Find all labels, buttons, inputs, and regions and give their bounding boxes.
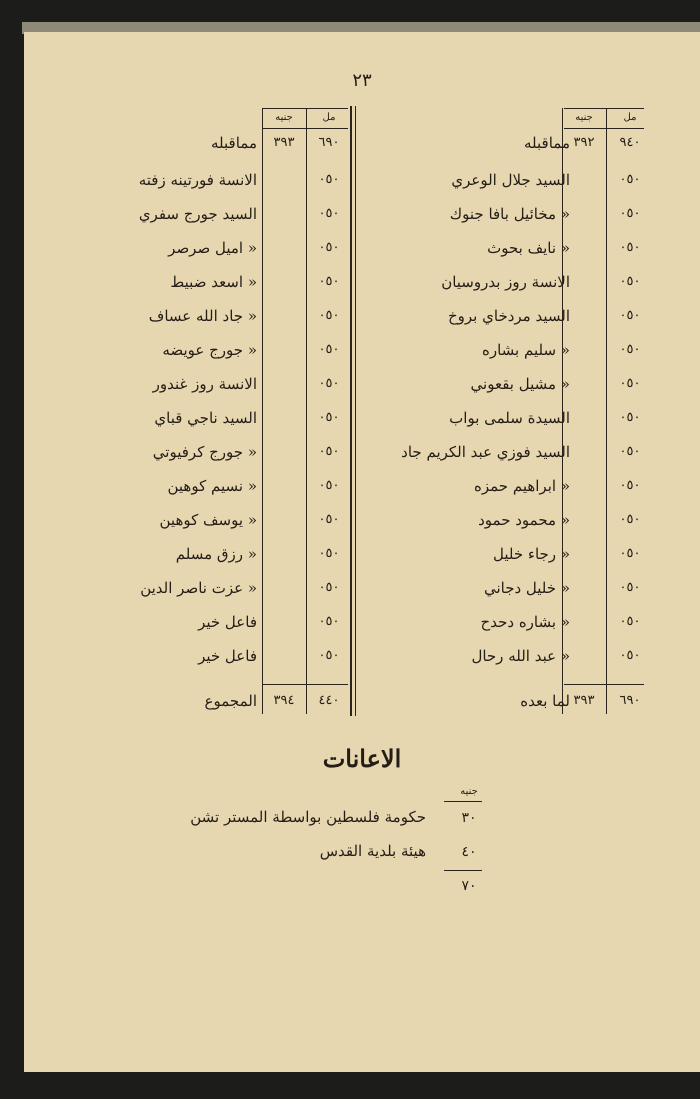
table-row-name: السيد مردخاي بروخ (447, 307, 570, 325)
column-divider-left (306, 108, 307, 714)
table-row-mil: ٠٥٠ (619, 546, 641, 561)
mil-header-left: مل (322, 112, 336, 123)
table-row-mil: ٠٥٠ (619, 580, 641, 595)
total-junayh: ٣٩٤ (273, 693, 295, 708)
table-row-name: « سليم بشاره (482, 341, 570, 359)
table-row-name: السيد جورج سفري (138, 205, 257, 223)
table-row-mil: ٠٥٠ (619, 478, 641, 493)
total-rule-left (262, 684, 348, 685)
table-row-name: السيد ناجي قباي (154, 409, 257, 427)
table-row-name: « اسعد ضبيط (170, 273, 257, 291)
brought-forward-junayh: ٣٩٣ (273, 135, 295, 150)
table-row-mil: ٠٥٠ (318, 614, 340, 629)
table-row-mil: ٠٥٠ (619, 648, 641, 663)
table-row-name: « نسيم كوهين (167, 477, 257, 495)
table-row-name: « رجاء خليل (493, 545, 570, 563)
table-row-mil: ٠٥٠ (318, 342, 340, 357)
table-row-mil: ٠٥٠ (318, 512, 340, 527)
grants-total-rule (444, 870, 482, 871)
table-row-name: « عبد الله رحال (471, 647, 570, 665)
table-row-name: « اميل صرصر (168, 239, 257, 257)
brought-forward-mil: ٩٤٠ (619, 135, 641, 150)
table-row-name: فاعل خير (198, 647, 257, 665)
brought-forward-label: مماقبله (524, 134, 570, 152)
grants-total: ٧٠ (461, 878, 477, 894)
table-row-name: الانسة فورتينه زفته (138, 171, 257, 189)
table-row-name: « بشاره دحدح (480, 613, 570, 631)
carried-forward-junayh: ٣٩٣ (573, 693, 595, 708)
brought-forward-junayh: ٣٩٢ (573, 135, 595, 150)
table-row-mil: ٠٥٠ (318, 274, 340, 289)
table-row-mil: ٠٥٠ (318, 376, 340, 391)
table-row-mil: ٠٥٠ (619, 308, 641, 323)
brought-forward-label: مماقبله (211, 134, 257, 152)
junayh-header-left: جنيه (275, 112, 293, 123)
table-row-mil: ٠٥٠ (619, 206, 641, 221)
table-row-name: « نايف بحوث (487, 239, 570, 257)
table-row-name: « خليل دجاني (483, 579, 570, 597)
table-row-name: « مخائيل بافا جنوك (449, 205, 570, 223)
table-row-mil: ٠٥٠ (318, 206, 340, 221)
grant-name: هيئة بلدية القدس (319, 842, 426, 860)
total-mil: ٤٤٠ (318, 693, 340, 708)
table-row-mil: ٠٥٠ (318, 240, 340, 255)
center-double-rule (350, 106, 352, 716)
grants-header-rule (444, 801, 482, 802)
table-row-mil: ٠٥٠ (318, 308, 340, 323)
table-row-name: الانسة روز غندور (152, 375, 257, 393)
table-row-mil: ٠٥٠ (619, 512, 641, 527)
grant-amount: ٣٠ (461, 810, 477, 826)
header-underline-left (262, 108, 348, 109)
table-row-mil: ٠٥٠ (318, 546, 340, 561)
table-row-mil: ٠٥٠ (318, 444, 340, 459)
page-number: ٢٣ (352, 70, 372, 91)
table-row-mil: ٠٥٠ (318, 478, 340, 493)
center-double-rule-thin (355, 106, 356, 716)
table-row-mil: ٠٥٠ (318, 410, 340, 425)
table-row-name: « ابراهيم حمزه (474, 477, 570, 495)
table-row-mil: ٠٥٠ (619, 240, 641, 255)
brought-forward-mil: ٦٩٠ (318, 135, 340, 150)
table-row-name: الانسة روز بدروسيان (441, 273, 570, 291)
carried-forward-label: لما بعده (520, 692, 570, 710)
table-row-mil: ٠٥٠ (318, 580, 340, 595)
table-row-name: « عزت ناصر الدين (140, 579, 257, 597)
table-row-name: « يوسف كوهين (159, 511, 257, 529)
table-row-name: « جورج عويضه (162, 341, 257, 359)
column-divider-left-outer (262, 108, 263, 714)
grant-amount: ٤٠ (461, 844, 477, 860)
table-row-mil: ٠٥٠ (619, 410, 641, 425)
table-row-mil: ٠٥٠ (619, 614, 641, 629)
table-row-name: « جاد الله عساف (148, 307, 257, 325)
total-label: المجموع (204, 692, 257, 710)
column-divider-right (606, 108, 607, 714)
table-row-mil: ٠٥٠ (619, 444, 641, 459)
table-row-mil: ٠٥٠ (619, 172, 641, 187)
header-underline-right (564, 108, 644, 109)
table-row-mil: ٠٥٠ (619, 376, 641, 391)
junayh-header-right: جنيه (575, 112, 593, 123)
table-row-name: « محمود حمود (478, 511, 570, 529)
subtotal-rule-right (564, 684, 644, 685)
table-row-name: « جورج كرفيوتي (152, 443, 257, 461)
document-page (24, 32, 700, 1072)
grants-title: الاعانات (322, 744, 402, 773)
table-row-name: السيد فوزي عبد الكريم جاد (401, 443, 570, 461)
table-row-name: « مشيل بقعوني (470, 375, 570, 393)
mil-header-right: مل (623, 112, 637, 123)
carried-forward-mil: ٦٩٠ (619, 693, 641, 708)
table-row-mil: ٠٥٠ (619, 342, 641, 357)
table-row-mil: ٠٥٠ (318, 648, 340, 663)
table-row-mil: ٠٥٠ (318, 172, 340, 187)
grants-junayh-header: جنيه (460, 786, 478, 797)
table-row-name: السيدة سلمى بواب (449, 409, 570, 427)
table-row-name: « رزق مسلم (175, 545, 257, 563)
grant-name: حكومة فلسطين بواسطة المستر تشن (190, 808, 426, 826)
table-row-name: السيد جلال الوعري (451, 171, 570, 189)
table-row-mil: ٠٥٠ (619, 274, 641, 289)
table-row-name: فاعل خير (198, 613, 257, 631)
